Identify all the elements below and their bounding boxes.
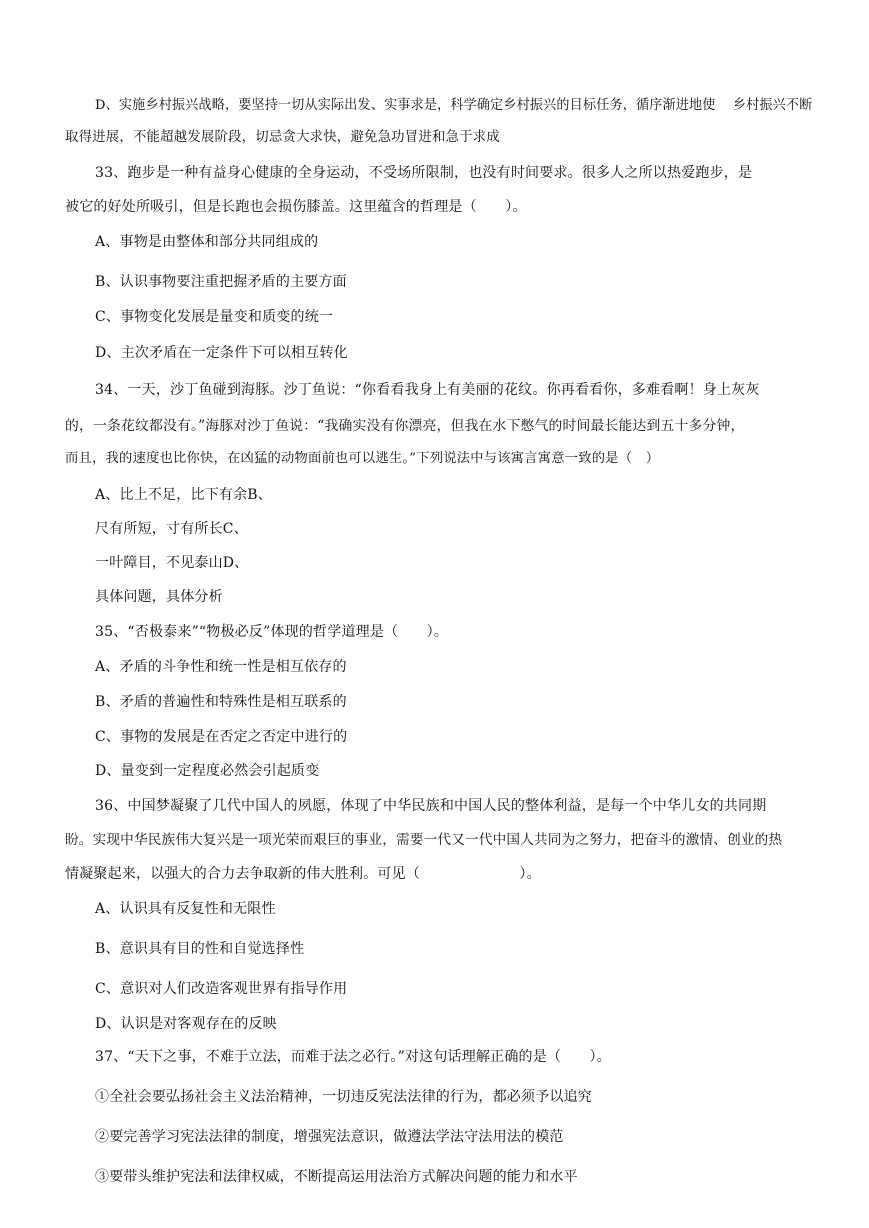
question-36-stem-continued: 盼。实现中华民族伟大复兴是一项光荣而艰巨的事业，需要一代又一代中国人共同为之努力，把奋斗的激情、创业的热	[65, 832, 783, 848]
question-37-stem: 37、“天下之事，不难于立法，而难于法之必行。”对这句话理解正确的是（ ）。	[95, 1049, 611, 1065]
question-36-option-d: D、认识是对客观存在的反映	[95, 1016, 277, 1032]
option-text-continued: 取得进展，不能超越发展阶段，切忌贪大求快，避免急功冒进和急于求成	[65, 130, 500, 145]
question-35-option-d: D、量变到一定程度必然会引起质变	[95, 763, 320, 779]
question-36-stem-continued: 情凝聚起来，以强大的合力去争取新的伟大胜利。可见（ ）。	[65, 866, 541, 882]
option-text: D、实施乡村振兴战略，要坚持一切从实际出发、实事求是，科学确定乡村振兴的目标任务，循序渐进地使 乡村振兴不断	[95, 98, 813, 113]
question-37-statement-2: ②要完善学习宪法法律的制度，增强宪法意识，做遵法学法守法用法的模范	[95, 1129, 564, 1145]
question-33-option-c: C、事物变化发展是量变和质变的统一	[95, 309, 334, 325]
question-34-stem-continued: 的，一条花纹都没有。”海豚对沙丁鱼说：“我确实没有你漂亮，但我在水下憋气的时间最长能达到五十多分钟，	[65, 418, 745, 434]
question-33-option-b: B、认识事物要注重把握矛盾的主要方面	[95, 274, 347, 290]
question-36-option-b: B、意识具有目的性和自觉选择性	[95, 941, 305, 957]
question-34-option-a: A、比上不足，比下有余B、	[95, 487, 272, 503]
question-34-option-b: 尺有所短，寸有所长C、	[95, 521, 248, 537]
question-34-option-c: 一叶障目，不见泰山D、	[95, 555, 249, 571]
question-33-option-d: D、主次矛盾在一定条件下可以相互转化	[95, 345, 348, 361]
question-35-option-a: A、矛盾的斗争性和统一性是相互依存的	[95, 659, 347, 675]
question-33-stem-continued: 被它的好处所吸引，但是长跑也会损伤膝盖。这里蕴含的哲理是（ ）。	[65, 199, 527, 215]
question-37-statement-3: ③要带头维护宪法和法律权威，不断提高运用法治方式解决问题的能力和水平	[95, 1169, 578, 1185]
question-35-stem: 35、“否极泰来”“物极必反”体现的哲学道理是（ ）。	[95, 624, 449, 640]
question-33-option-a: A、事物是由整体和部分共同组成的	[95, 234, 319, 250]
question-36-option-c: C、意识对人们改造客观世界有指导作用	[95, 981, 348, 997]
question-37-statement-1: ①全社会要弘扬社会主义法治精神，一切违反宪法法律的行为，都必须予以追究	[95, 1089, 592, 1105]
question-34-stem: 34、一天，沙丁鱼碰到海豚。沙丁鱼说：“你看看我身上有美丽的花纹。你再看看你，多难看啊！身上灰灰	[95, 382, 760, 398]
question-33-stem: 33、跑步是一种有益身心健康的全身运动，不受场所限制，也没有时间要求。很多人之所以热爱跑步，是	[95, 165, 753, 181]
question-34-stem-continued: 而且，我的速度也比你快，在凶猛的动物面前也可以逃生。”下列说法中与该寓言寓意一致的是（ ）	[65, 451, 660, 466]
question-36-option-a: A、认识具有反复性和无限性	[95, 901, 276, 917]
question-35-option-b: B、矛盾的普遍性和特殊性是相互联系的	[95, 694, 347, 710]
question-35-option-c: C、事物的发展是在否定之否定中进行的	[95, 729, 348, 745]
question-36-stem: 36、中国梦凝聚了几代中国人的夙愿，体现了中华民族和中国人民的整体利益，是每一个中华儿女的共同期	[95, 798, 767, 814]
question-34-option-d: 具体问题，具体分析	[95, 589, 223, 605]
